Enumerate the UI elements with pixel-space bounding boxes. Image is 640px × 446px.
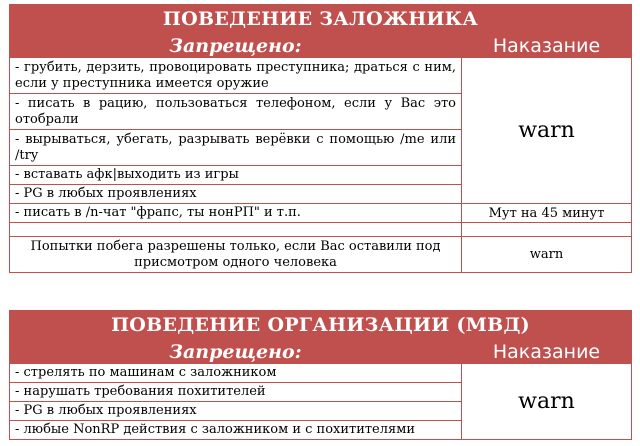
punishment-cell: Мут на 45 минут xyxy=(462,204,632,223)
escape-note: Попытки побега разрешены только, если Вас оставили под присмотром одного человека xyxy=(10,237,462,273)
punishment-header: Наказание xyxy=(462,340,632,364)
section-title: ПОВЕДЕНИЕ ЗАЛОЖНИКА xyxy=(10,5,632,34)
rule-item: - грубить, дерзить, провоцировать преступника; драться с ним, если у преступника имеется оружие xyxy=(10,58,462,94)
rule-item: - вырываться, убегать, разрывать верёвки с помощью /me или /try xyxy=(10,130,462,166)
punishment-cell: warn xyxy=(462,237,632,273)
punishment-header: Наказание xyxy=(462,34,632,58)
forbidden-header: Запрещено: xyxy=(10,34,462,58)
rule-item: - писать в рацию, пользоваться телефоном, если у Вас это отобрали xyxy=(10,94,462,130)
rule-item: - любые NonRP действия с заложником и с похитителями xyxy=(10,421,462,440)
section-title: ПОВЕДЕНИЕ ОРГАНИЗАЦИИ (МВД) xyxy=(10,311,632,340)
punishment-cell: warn xyxy=(462,58,632,204)
rule-item: - нарушать требования похитителей xyxy=(10,383,462,402)
rule-item: - писать в /n-чат "фрапс, ты нонРП" и т.п. xyxy=(10,204,462,223)
hostage-behavior-table xyxy=(9,4,632,273)
rule-item: - PG в любых проявлениях xyxy=(10,402,462,421)
forbidden-header: Запрещено: xyxy=(10,340,462,364)
rule-item: - стрелять по машинам с заложником xyxy=(10,364,462,383)
spacer-cell xyxy=(462,223,632,237)
organization-behavior-table xyxy=(9,310,632,440)
punishment-cell: warn xyxy=(462,364,632,440)
rule-item: - вставать афк|выходить из игры xyxy=(10,166,462,185)
rule-item: - PG в любых проявлениях xyxy=(10,185,462,204)
spacer-cell xyxy=(10,223,462,237)
